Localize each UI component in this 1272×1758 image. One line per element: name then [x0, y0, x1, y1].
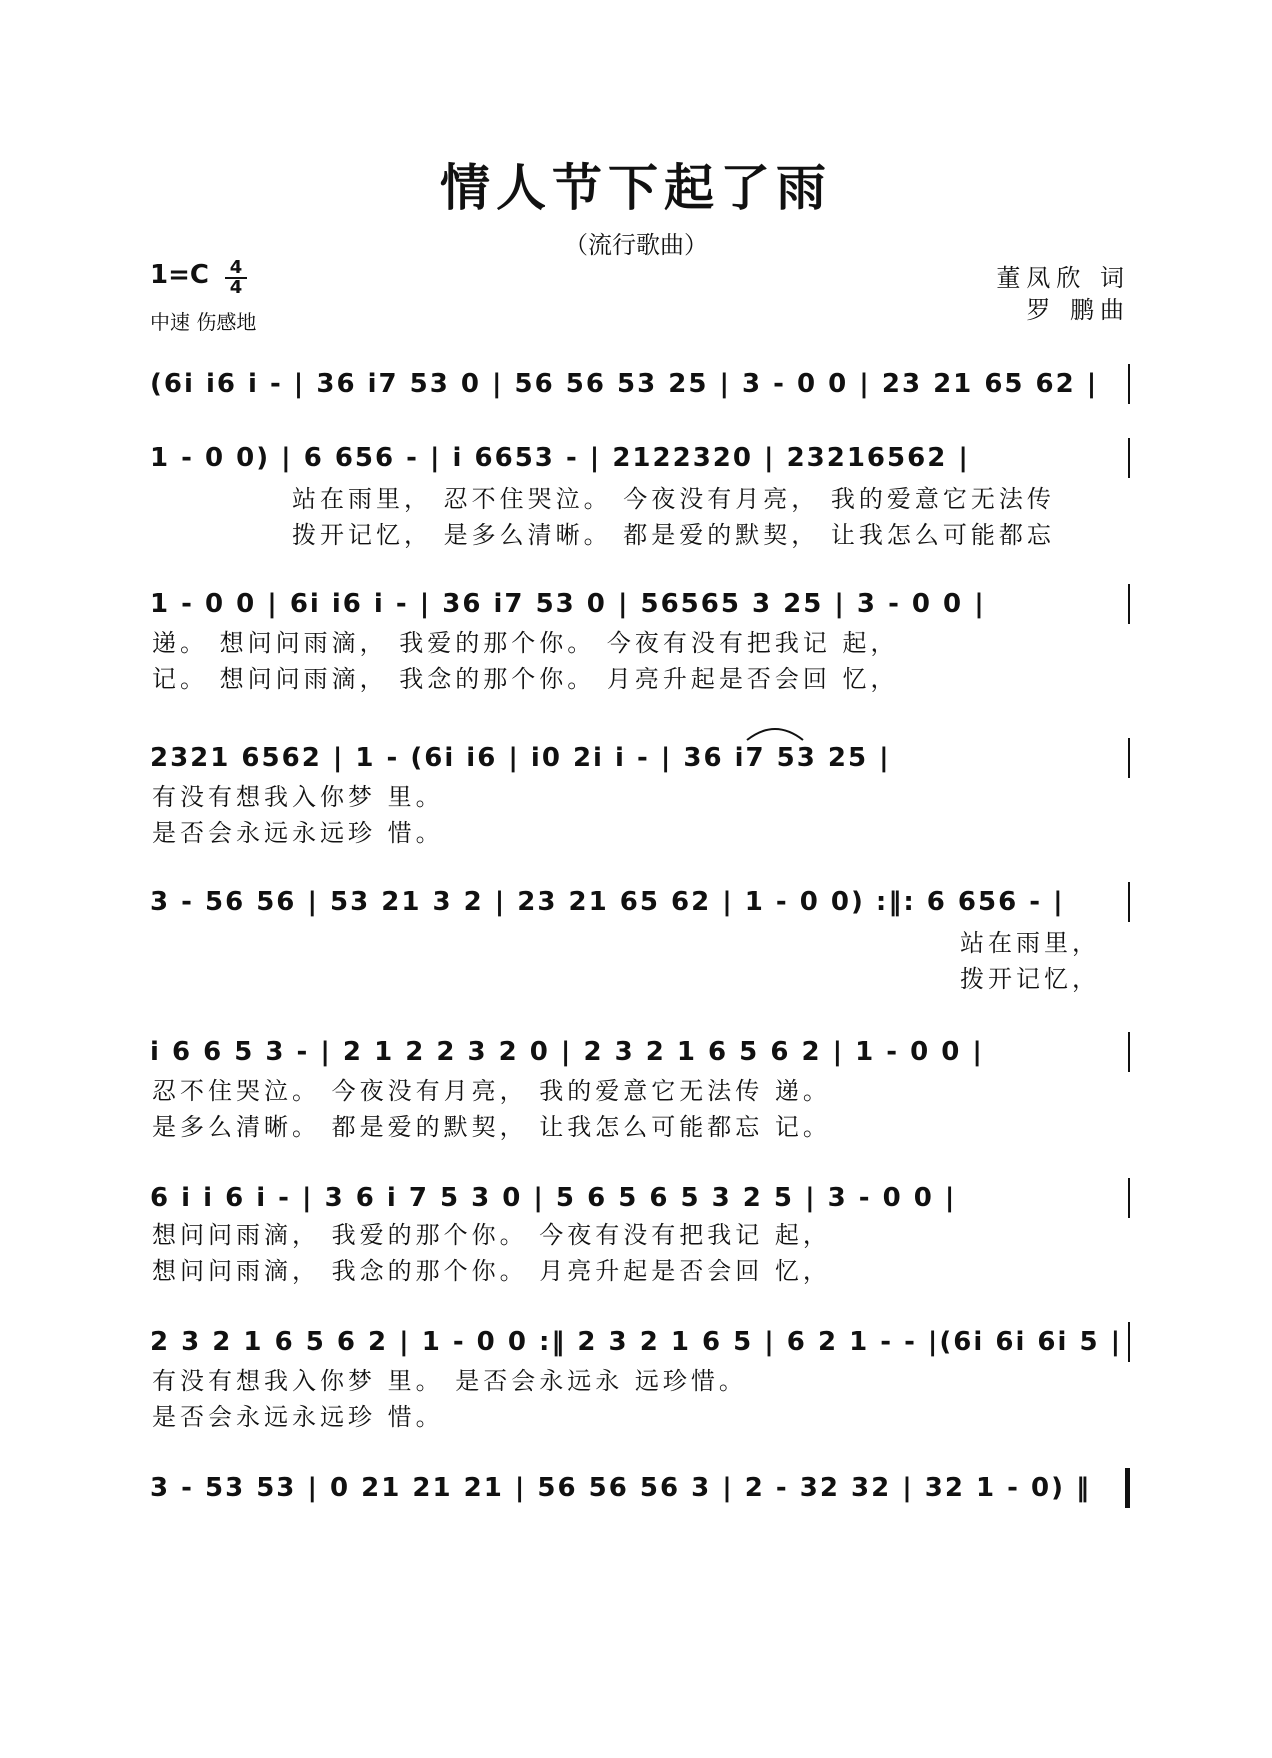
- lyric-verse-1: 有没有想我入你梦 里。: [152, 783, 444, 811]
- lyric-verse-1: 站在雨里，: [960, 929, 1100, 957]
- song-title: 情人节下起了雨: [440, 158, 832, 217]
- lyric-verse-1: 递。 想问问雨滴， 我爱的那个你。 今夜有没有把我记 起，: [152, 629, 899, 657]
- tempo-marking: 中速 伤感地: [150, 310, 257, 334]
- barline: [1128, 364, 1130, 404]
- time-signature: [225, 259, 247, 297]
- lyric-verse-2: 是否会永远永远珍 惜。: [152, 1403, 444, 1431]
- barline: [1128, 584, 1130, 624]
- notation-line: 6 i i 6 i - | 3 6 i 7 5 3 0 | 5 6 5 6 5 3 2 5 | 3 - 0 0 |: [150, 1183, 957, 1213]
- lyric-verse-2: 拨开记忆，: [960, 965, 1100, 993]
- lyric-verse-1: 忍不住哭泣。 今夜没有月亮， 我的爱意它无法传 递。: [152, 1077, 831, 1105]
- barline: [1128, 882, 1130, 922]
- notation-line: 1 - 0 0 | 6i i6 i - | 36 i7 53 0 | 56565 3 25 | 3 - 0 0 |: [150, 589, 986, 619]
- composer-credit: 罗 鹏曲: [1026, 296, 1130, 324]
- final-barline: [1125, 1468, 1130, 1508]
- lyric-verse-1: 有没有想我入你梦 里。 是否会永远永 远珍惜。: [152, 1367, 747, 1395]
- barline: [1128, 438, 1130, 478]
- lyric-verse-2: 拨开记忆， 是多么清晰。 都是爱的默契， 让我怎么可能都忘: [292, 521, 1055, 549]
- barline: [1128, 1322, 1130, 1362]
- notation-line: (6i i6 i - | 36 i7 53 0 | 56 56 53 25 | 3 - 0 0 | 23 21 65 62 |: [150, 369, 1099, 399]
- notation-line: 2321 6562 | 1 - (6i i6 | i0 2i i - | 36 i7 53 25 |: [150, 743, 891, 773]
- notation-line: 2 3 2 1 6 5 6 2 | 1 - 0 0 :‖ 2 3 2 1 6 5 | 6 2 1 - - |(6i 6i 6i 5 |: [150, 1327, 1123, 1357]
- time-signature-bottom: 4: [229, 277, 243, 298]
- lyric-verse-2: 记。 想问问雨滴， 我念的那个你。 月亮升起是否会回 忆，: [152, 665, 899, 693]
- barline: [1128, 1032, 1130, 1072]
- notation-line: i 6 6 5 3 - | 2 1 2 2 3 2 0 | 2 3 2 1 6 5 6 2 | 1 - 0 0 |: [150, 1037, 984, 1067]
- lyric-verse-1: 站在雨里， 忍不住哭泣。 今夜没有月亮， 我的爱意它无法传: [292, 485, 1055, 513]
- key-signature: 1=C: [150, 260, 209, 290]
- barline: [1128, 738, 1130, 778]
- lyricist-credit: 董凤欣 词: [996, 264, 1130, 292]
- lyric-verse-2: 想问问雨滴， 我念的那个你。 月亮升起是否会回 忆，: [152, 1257, 831, 1285]
- lyric-verse-2: 是否会永远永远珍 惜。: [152, 819, 444, 847]
- notation-line: 3 - 56 56 | 53 21 3 2 | 23 21 65 62 | 1 - 0 0) :‖: 6 656 - |: [150, 887, 1065, 917]
- song-genre: （流行歌曲）: [564, 231, 708, 259]
- barline: [1128, 1178, 1130, 1218]
- notation-line: 3 - 53 53 | 0 21 21 21 | 56 56 56 3 | 2 - 32 32 | 32 1 - 0) ‖: [150, 1473, 1092, 1503]
- notation-line: 1 - 0 0) | 6 656 - | i 6653 - | 2122320 | 23216562 |: [150, 443, 970, 473]
- lyric-verse-2: 是多么清晰。 都是爱的默契， 让我怎么可能都忘 记。: [152, 1113, 831, 1141]
- time-signature-top: 4: [225, 259, 247, 279]
- lyric-verse-1: 想问问雨滴， 我爱的那个你。 今夜有没有把我记 起，: [152, 1221, 831, 1249]
